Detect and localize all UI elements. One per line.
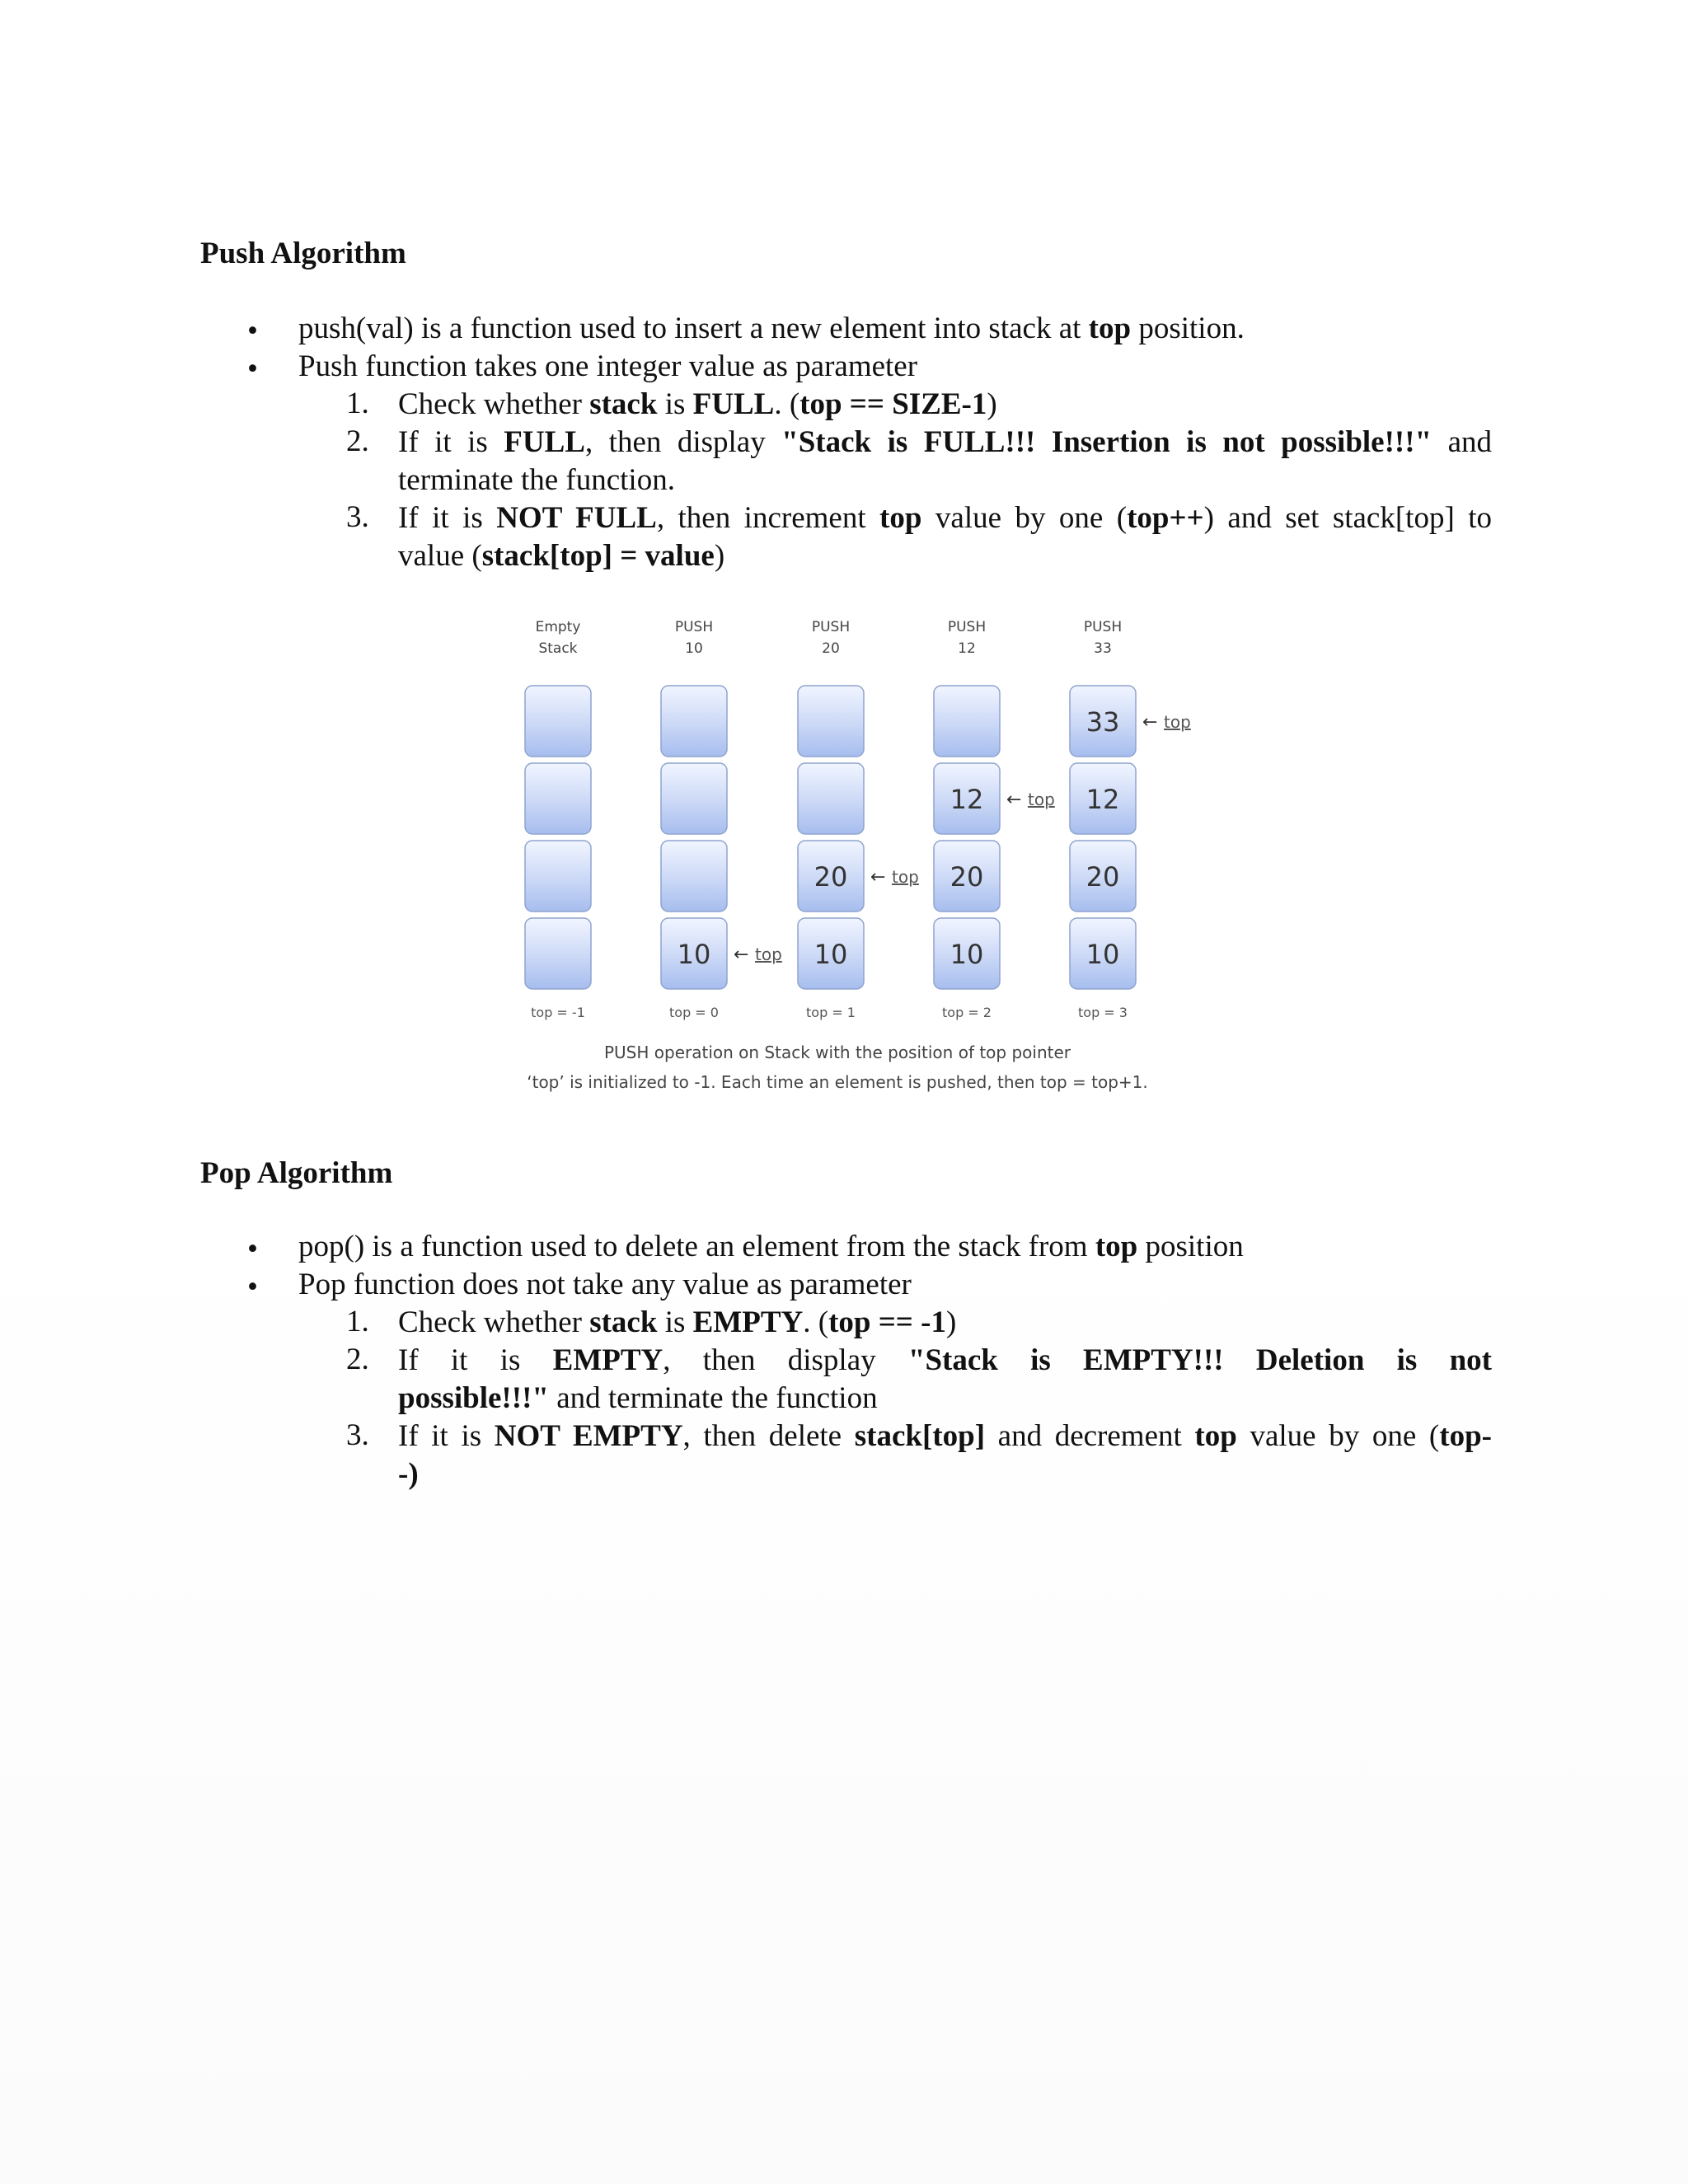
text: ) <box>714 539 725 573</box>
text-bold: top <box>1194 1419 1237 1453</box>
text: is <box>657 1305 693 1339</box>
push-step-2-line-2: terminate the function. <box>398 463 675 497</box>
text-bold: stack <box>589 387 658 421</box>
text-bold: NOT EMPTY <box>494 1419 683 1453</box>
push-step-1 <box>398 386 997 424</box>
text: position <box>1137 1230 1244 1263</box>
text: ) <box>987 387 997 421</box>
stack-cell <box>525 686 591 757</box>
column-footer: top = -1 <box>531 1005 585 1020</box>
text-bold: "Stack is FULL!!! Insertion is not possible!!!" <box>781 425 1432 459</box>
column-header: PUSH <box>947 619 987 635</box>
text: . ( <box>774 387 800 421</box>
pop-step-2-line-1 <box>398 1342 1492 1380</box>
text-bold: FULL <box>692 387 775 421</box>
figure-caption-line-2: ‘top’ is initialized to -1. Each time an element is pushed, then top = top+1. <box>527 1072 1148 1092</box>
stack-cell-value: 12 <box>950 784 984 815</box>
text: and decrement <box>985 1419 1195 1453</box>
text-bold: EMPTY <box>552 1343 663 1377</box>
stack-cell-value: 20 <box>1085 861 1120 893</box>
pop-step-3-line-2 <box>398 1455 419 1493</box>
text-bold: possible!!!" <box>398 1381 549 1415</box>
bullet-dot: • <box>247 1232 258 1266</box>
text-bold: stack[top] <box>854 1419 986 1453</box>
text: . ( <box>803 1305 829 1339</box>
stack-cell <box>525 763 591 834</box>
text: is <box>657 387 693 421</box>
bullet-dot: • <box>247 1270 258 1304</box>
stack-cell-value: 20 <box>814 861 848 893</box>
stack-cell-value: 10 <box>677 939 711 970</box>
text: Check whether <box>398 387 590 421</box>
text-bold: stack <box>589 1305 658 1339</box>
column-footer: top = 3 <box>1078 1005 1128 1020</box>
stack-cell-value: 10 <box>1085 939 1120 970</box>
text: ) <box>945 1305 957 1339</box>
text: value by one ( <box>1236 1419 1440 1453</box>
pop-step-2-line-2 <box>398 1380 878 1418</box>
column-header: PUSH <box>674 619 714 635</box>
text: , then display <box>584 425 782 459</box>
top-pointer-label: top <box>892 867 919 887</box>
text: If it is <box>398 501 497 535</box>
figure-caption-line-1: PUSH operation on Stack with the position of top pointer <box>603 1043 1071 1062</box>
arrow-left-icon: ← <box>1006 790 1022 810</box>
text-bold: top <box>1088 312 1132 345</box>
step-number: 1. <box>346 387 369 420</box>
text: Pop function does not take any value as parameter <box>298 1268 912 1301</box>
column-footer: top = 1 <box>806 1005 856 1020</box>
arrow-left-icon: ← <box>870 867 886 888</box>
text: If it is <box>398 425 504 459</box>
text-bold: EMPTY <box>692 1305 804 1339</box>
text: position. <box>1131 312 1245 345</box>
stack-cell <box>798 763 864 834</box>
column-header: 12 <box>958 640 976 657</box>
stack-cell-value: 12 <box>1085 784 1120 815</box>
stack-cell-value: 10 <box>950 939 984 970</box>
stack-cell-value: 10 <box>814 939 848 970</box>
text-bold: top- <box>1439 1419 1492 1453</box>
text: pop() is a function used to delete an element from the stack from <box>298 1230 1095 1263</box>
step-number: 1. <box>346 1305 369 1338</box>
bullet-dot: • <box>247 352 258 386</box>
text: Push function takes one integer value as parameter <box>298 349 918 383</box>
column-header: 10 <box>685 640 703 657</box>
text: value by one ( <box>921 501 1128 535</box>
text-bold: top == -1 <box>828 1305 946 1339</box>
pop-step-1 <box>398 1304 956 1342</box>
bullet-dot: • <box>247 314 258 348</box>
arrow-left-icon: ← <box>734 944 749 965</box>
push-step-3-line-1 <box>398 499 1492 537</box>
text: and <box>1432 425 1492 459</box>
push-step-2-line-1 <box>398 424 1492 462</box>
step-number: 2. <box>346 424 369 458</box>
pop-step-3-line-1 <box>398 1418 1492 1455</box>
stack-cell <box>661 686 727 757</box>
stack-cell <box>934 686 1000 757</box>
text-bold: "Stack is EMPTY!!! Deletion is not <box>907 1343 1492 1377</box>
column-header: Stack <box>538 640 578 657</box>
push-bullet-2 <box>298 348 917 386</box>
column-header: PUSH <box>1083 619 1123 635</box>
text: Check whether <box>398 1305 590 1339</box>
push-bullet-1 <box>298 310 1245 348</box>
stack-cell-value: 20 <box>950 861 984 893</box>
pop-heading: Pop Algorithm <box>200 1156 393 1190</box>
stack-diagram <box>511 610 1191 1113</box>
text: push(val) is a function used to insert a new element into stack at <box>298 312 1089 345</box>
text: value ( <box>398 539 482 573</box>
text: and terminate the function <box>548 1381 878 1415</box>
column-header: PUSH <box>811 619 851 635</box>
text: , then delete <box>682 1419 855 1453</box>
stack-cell-value: 33 <box>1085 706 1120 738</box>
text-bold: stack[top] = value <box>481 539 715 573</box>
push-stack-figure <box>511 610 1191 1113</box>
text-bold: FULL <box>504 425 585 459</box>
text: If it is <box>398 1343 553 1377</box>
text-bold: NOT FULL <box>496 501 657 535</box>
arrow-left-icon: ← <box>1142 712 1158 733</box>
stack-cell <box>525 918 591 989</box>
stack-cell <box>661 763 727 834</box>
top-pointer-label: top <box>1164 712 1191 732</box>
column-footer: top = 0 <box>669 1005 719 1020</box>
top-pointer-label: top <box>1028 790 1055 809</box>
text: ) and set stack[top] to <box>1203 501 1492 535</box>
text-bold: top <box>879 501 922 535</box>
stack-cell <box>661 841 727 912</box>
stack-cell <box>798 686 864 757</box>
column-footer: top = 2 <box>942 1005 992 1020</box>
text-bold: -) <box>398 1457 419 1491</box>
step-number: 2. <box>346 1343 369 1376</box>
push-heading: Push Algorithm <box>200 237 406 270</box>
column-header: 20 <box>822 640 840 657</box>
text: , then increment <box>656 501 880 535</box>
text-bold: top <box>1095 1230 1138 1263</box>
pop-bullet-1 <box>298 1228 1244 1266</box>
top-pointer-label: top <box>755 944 782 964</box>
text-bold: top++ <box>1127 501 1204 535</box>
push-step-3-line-2 <box>398 537 724 575</box>
text: , then display <box>663 1343 908 1377</box>
column-header: 33 <box>1094 640 1112 657</box>
step-number: 3. <box>346 1418 369 1452</box>
pop-bullet-2 <box>298 1266 912 1304</box>
step-number: 3. <box>346 500 369 534</box>
text-bold: top == SIZE-1 <box>799 387 987 421</box>
column-header: Empty <box>535 619 581 635</box>
text: If it is <box>398 1419 495 1453</box>
stack-cell <box>525 841 591 912</box>
